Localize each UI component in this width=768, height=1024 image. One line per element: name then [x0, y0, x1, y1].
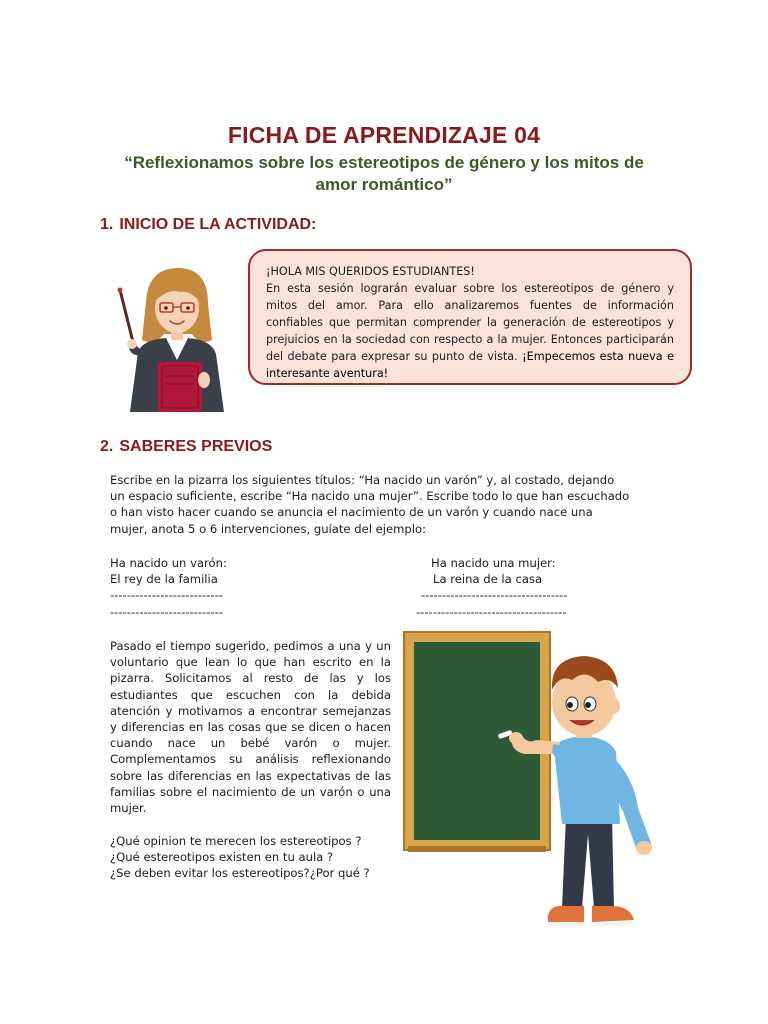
activity-paragraph: Pasado el tiempo sugerido, pedimos a una y un voluntario que lean lo que han escrito en la pizarra. Solicitamos al resto de las y los estudiantes que escuchen con la debida atención y motivamos a encontrar semejanzas y diferencias en las cosas que se dicen o hacen cuando nace un bebé varón o mujer. Complementamos su análisis reflexionando sobre las diferencias en las expectativas de las familias sobre el nacimiento de un varón o una mujer. — [110, 639, 391, 816]
section-heading-inicio — [100, 216, 316, 234]
column-mujer — [416, 555, 636, 620]
column-example: La reina de la casa — [433, 572, 543, 587]
column-heading: Ha nacido un varón: — [110, 556, 227, 570]
bubble-greeting: ¡HOLA MIS QUERIDOS ESTUDIANTES! — [266, 265, 475, 278]
column-dash-line: ----------------------------------- — [421, 588, 568, 603]
section-number: 2. — [100, 438, 114, 455]
subtitle-line-1: “Reflexionamos sobre los estereotipos de género y los mitos de — [124, 153, 644, 172]
page-title: FICHA DE APRENDIZAJE 04 — [227, 122, 541, 148]
column-dash-line: --------------------------- — [110, 604, 223, 619]
section-heading-saberes — [100, 438, 272, 456]
bubble-emphasis: ¡Empecemos esta nueva e interesante aventura! — [266, 350, 674, 380]
column-dash-line: ------------------------------------ — [416, 604, 567, 619]
column-dash-line: --------------------------- — [110, 588, 223, 603]
question-item: ¿Qué estereotipos existen en tu aula ? — [110, 850, 334, 865]
section-title: INICIO DE LA ACTIVIDAD: — [119, 216, 317, 233]
instructions-paragraph: Escribe en la pizarra los siguientes títulos: “Ha nacido un varón” y, al costado, dejando un espacio suficiente, escribe “Ha nacido una mujer”. Escribe todo lo que han escuchado o han visto hacer cuando se anuncia el nacimiento de un varón y cuando nace una mujer, anota 5 o 6 intervenciones, guíate del ejemplo: — [110, 473, 630, 536]
section-number: 1. — [100, 216, 114, 233]
subtitle-line-2: amor romántico” — [315, 175, 453, 194]
column-heading: Ha nacido una mujer: — [431, 556, 556, 570]
section-title: SABERES PREVIOS — [119, 438, 273, 455]
chalkboard-boy-illustration — [398, 628, 660, 936]
column-example: El rey de la familia — [110, 572, 218, 587]
column-varon — [110, 555, 330, 620]
page-subtitle — [110, 152, 658, 196]
bubble-text: En esta sesión lograrán evaluar sobre los estereotipos de género y mitos del amor. Para ello analizaremos fuentes de información confiables que permitan comprender la generación de estereotipos y prejuicios en la sociedad con respecto a la mujer. Entonces participarán del debate para expresar su punto de vista. — [266, 282, 674, 363]
question-item: ¿Se deben evitar los estereotipos?¿Por qué ? — [110, 866, 370, 881]
teacher-illustration — [108, 262, 238, 424]
greeting-speech-bubble — [248, 249, 692, 385]
reflection-questions — [110, 833, 400, 882]
question-item: ¿Qué opinion te merecen los estereotipos ? — [110, 834, 362, 848]
